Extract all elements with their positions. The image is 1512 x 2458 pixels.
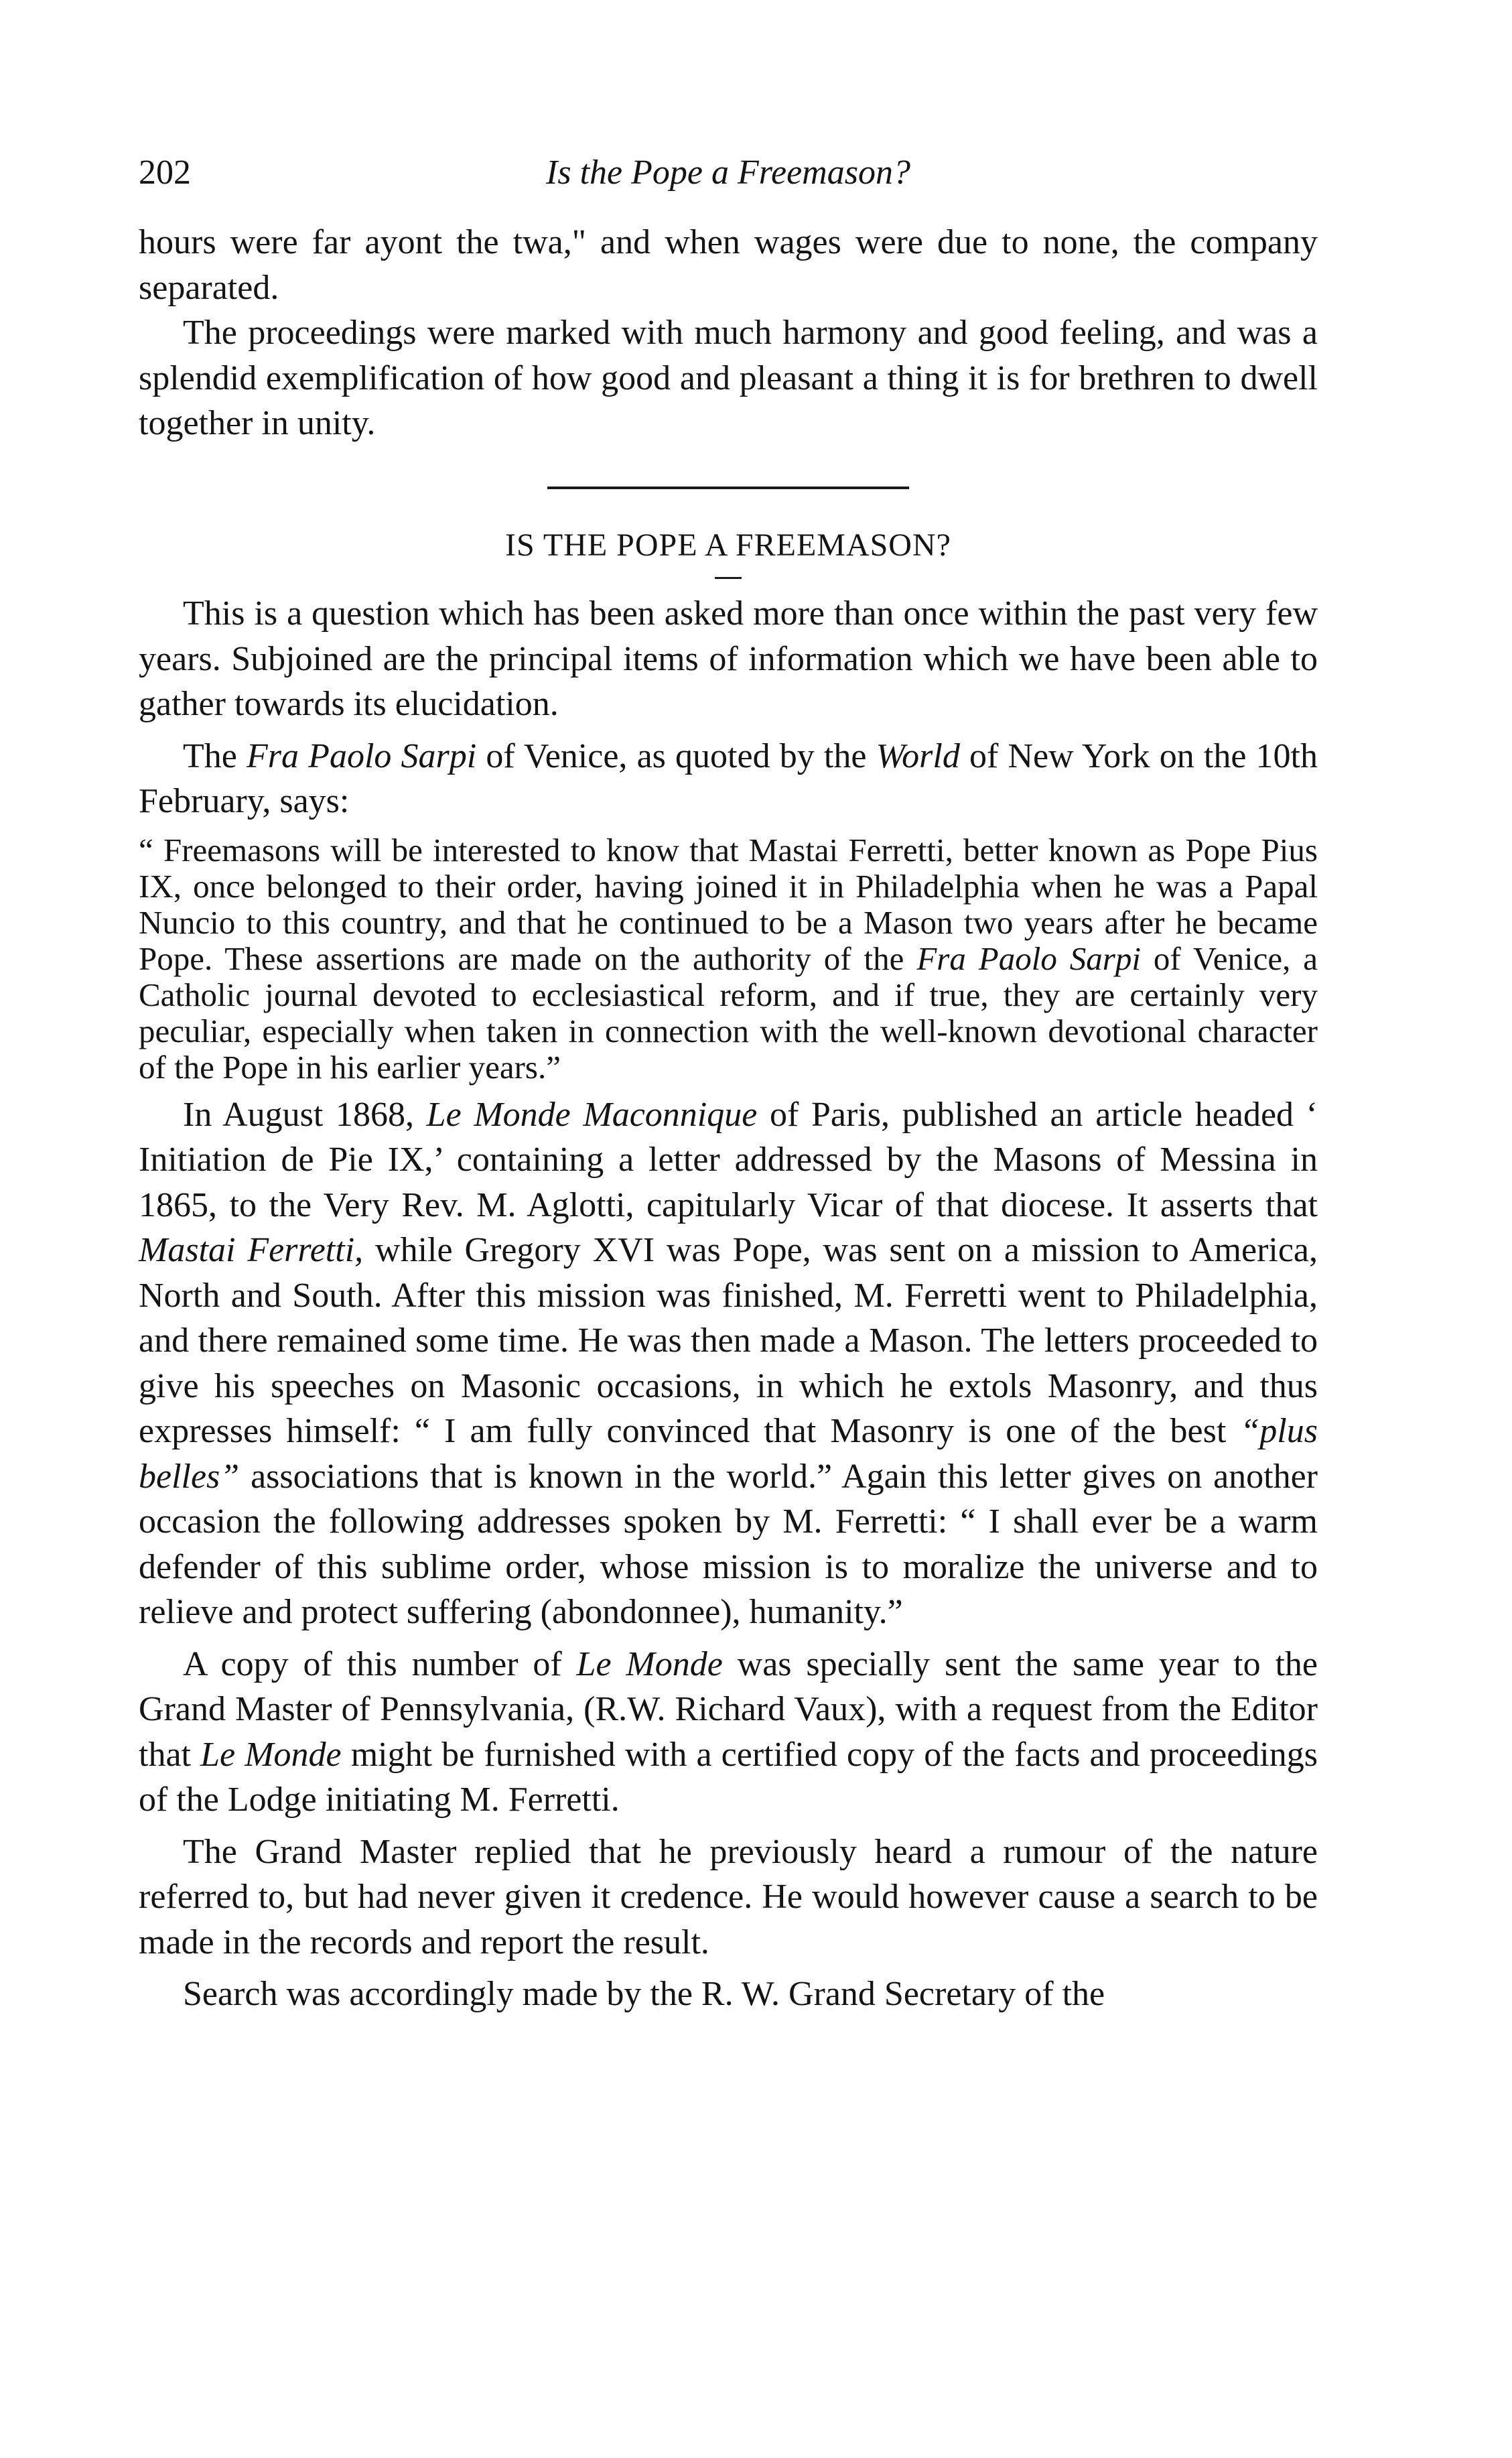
article-paragraph-5: The Grand Master replied that he previously heard a rumour of the nature referred to, but had never given it credence. He would however cause a search to be made in the records and report the result. [139, 1832, 1318, 1961]
continued-paragraph: hours were far ayont the twa," and when wages were due to none, the company separated. [139, 223, 1318, 307]
article-paragraph-3: In August 1868, Le Monde Maconnique of Paris, published an article headed ‘ Initiation de Pie IX,’ containing a letter addressed by the Masons of Messina in 1865, to the Very Rev. M. Aglotti, capitularly Vicar of that diocese. It asserts that Mastai Ferretti, while Gregory XVI was Pope, was sent on a mission to America, North and South. After this mission was finished, M. Ferretti went to Philadelphia, and there remained some time. He was then made a Mason. The letters proceeded to give his speeches on Masonic occasions, in which he extols Masonry, and thus expresses himself: “ I am fully convinced that Masonry is one of the best “plus belles” associations that is known in the world.” Again this letter gives on another occasion the following addresses spoken by M. Ferretti: “ I shall ever be a warm defender of this sublime order, whose mission is to moralize the universe and to relieve and protect suffering (abondonnee), humanity.” [139, 1095, 1318, 1631]
running-title: Is the Pope a Freemason? [546, 153, 910, 192]
page-number: 202 [139, 153, 191, 192]
article-paragraph-2: The Fra Paolo Sarpi of Venice, as quoted by the World of New York on the 10th February, says: [139, 736, 1318, 820]
block-quote: “ Freemasons will be interested to know that Mastai Ferretti, better known as Pope Pius IX, once belonged to their order, having joined it in Philadelphia when he was a Papal Nuncio to this country, and that he continued to be a Mason two years after he became Pope. These assertions are made on the authority of the Fra Paolo Sarpi of Venice, a Catholic journal devoted to ecclesiastical reform, and if true, they are certainly very peculiar, especially when taken in connection with the well-known devotional character of the Pope in his earlier years.” [139, 831, 1318, 1086]
article-paragraph-6: Search was accordingly made by the R. W. Grand Secretary of the [183, 1975, 1105, 2013]
proceedings-paragraph: The proceedings were marked with much harmony and good feeling, and was a splendid exemplification of how good and pleasant a thing it is for brethren to dwell together in unity. [139, 314, 1318, 442]
page-body [139, 220, 1318, 2017]
section-divider [547, 487, 909, 489]
article-heading: IS THE POPE A FREEMASON? [505, 527, 951, 563]
heading-dash [715, 577, 742, 579]
running-head [139, 153, 1318, 206]
article-paragraph-1: This is a question which has been asked more than once within the past very few years. Subjoined are the principal items of information which we have been able to gather towards its elucidation. [139, 594, 1318, 723]
article-paragraph-4: A copy of this number of Le Monde was specially sent the same year to the Grand Master of Pennsylvania, (R.W. Richard Vaux), with a request from the Editor that Le Monde might be furnished with a certified copy of the facts and proceedings of the Lodge initiating M. Ferretti. [139, 1644, 1318, 1819]
